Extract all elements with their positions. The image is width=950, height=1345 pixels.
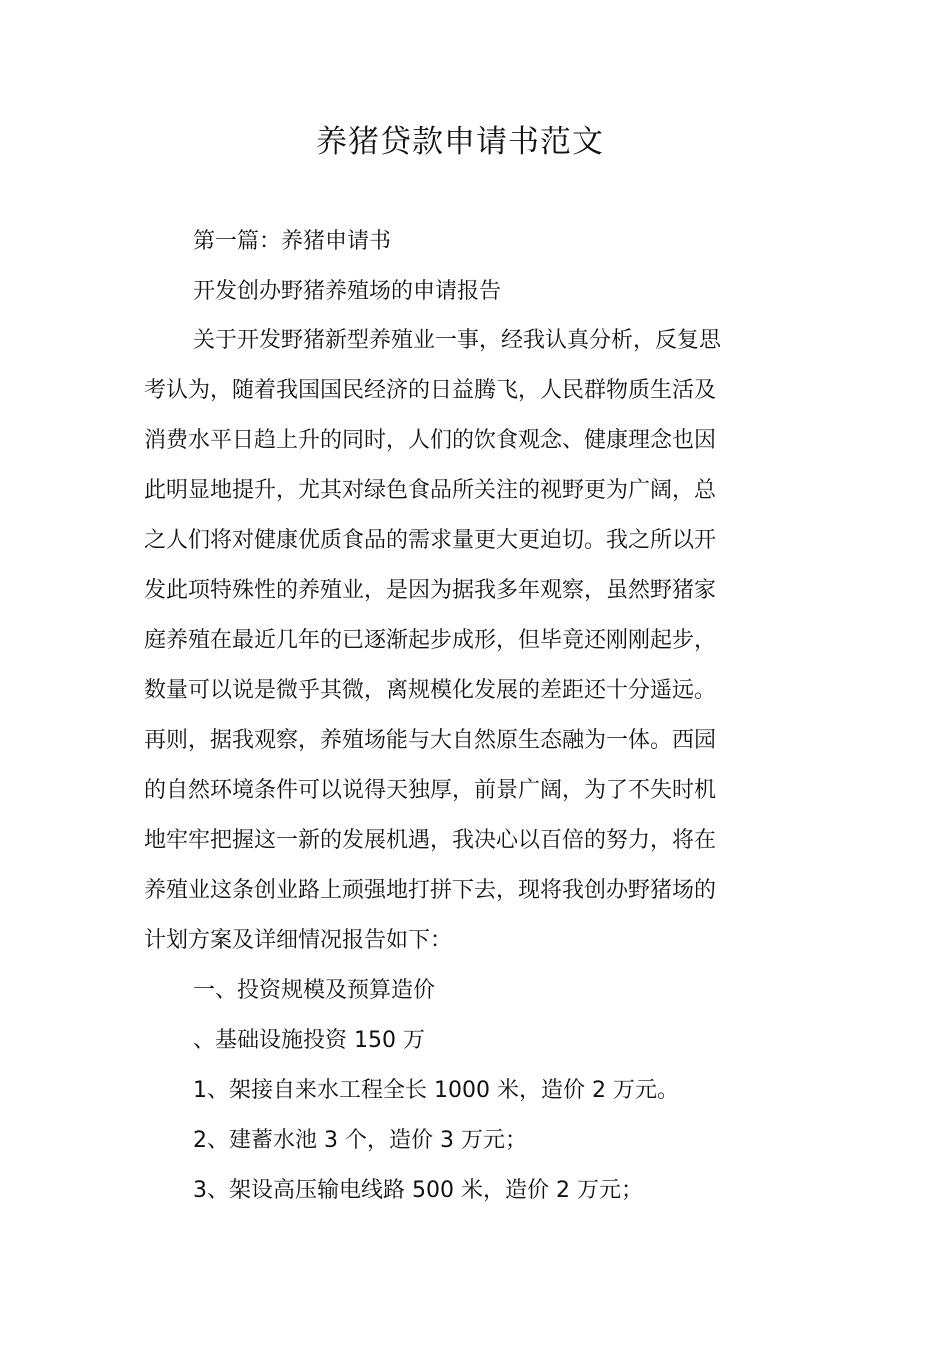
list-item: 3、架设高压输电线路 500 米，造价 2 万元； [193, 1178, 643, 1203]
paragraph-line: 的自然环境条件可以说得天独厚，前景广阔，为了不失时机 [144, 778, 717, 803]
document-title: 养猪贷款申请书范文 [316, 124, 604, 160]
paragraph-line: 此明显地提升，尤其对绿色食品所关注的视野更为广阔，总 [144, 478, 717, 503]
list-item: 2、建蓄水池 3 个，造价 3 万元； [193, 1128, 527, 1153]
report-heading: 开发创办野猪养殖场的申请报告 [193, 279, 502, 304]
paragraph-line: 再则，据我观察，养殖场能与大自然原生态融为一体。西园 [144, 728, 717, 753]
paragraph-line: 考认为，随着我国国民经济的日益腾飞，人民群物质生活及 [144, 378, 717, 403]
paragraph-line: 地牢牢把握这一新的发展机遇，我决心以百倍的努力，将在 [144, 828, 717, 853]
paragraph-line: 数量可以说是微乎其微，离规模化发展的差距还十分遥远。 [144, 678, 717, 703]
list-item: 1、架接自来水工程全长 1000 米，造价 2 万元。 [193, 1078, 679, 1103]
paragraph-line: 发此项特殊性的养殖业，是因为据我多年观察，虽然野猪家 [144, 578, 717, 603]
paragraph-line: 关于开发野猪新型养殖业一事，经我认真分析，反复思 [193, 328, 722, 353]
section-heading: 第一篇：养猪申请书 [193, 229, 392, 254]
list-item: 、基础设施投资 150 万 [193, 1028, 425, 1053]
paragraph-line: 之人们将对健康优质食品的需求量更大更迫切。我之所以开 [144, 528, 717, 553]
list-heading: 一、投资规模及预算造价 [193, 978, 436, 1003]
paragraph-line: 庭养殖在最近几年的已逐渐起步成形，但毕竟还刚刚起步， [144, 628, 717, 653]
paragraph-line: 养殖业这条创业路上顽强地打拼下去，现将我创办野猪场的 [144, 878, 717, 903]
paragraph-line: 计划方案及详细情况报告如下： [144, 928, 453, 953]
paragraph-line: 消费水平日趋上升的同时，人们的饮食观念、健康理念也因 [144, 428, 717, 453]
